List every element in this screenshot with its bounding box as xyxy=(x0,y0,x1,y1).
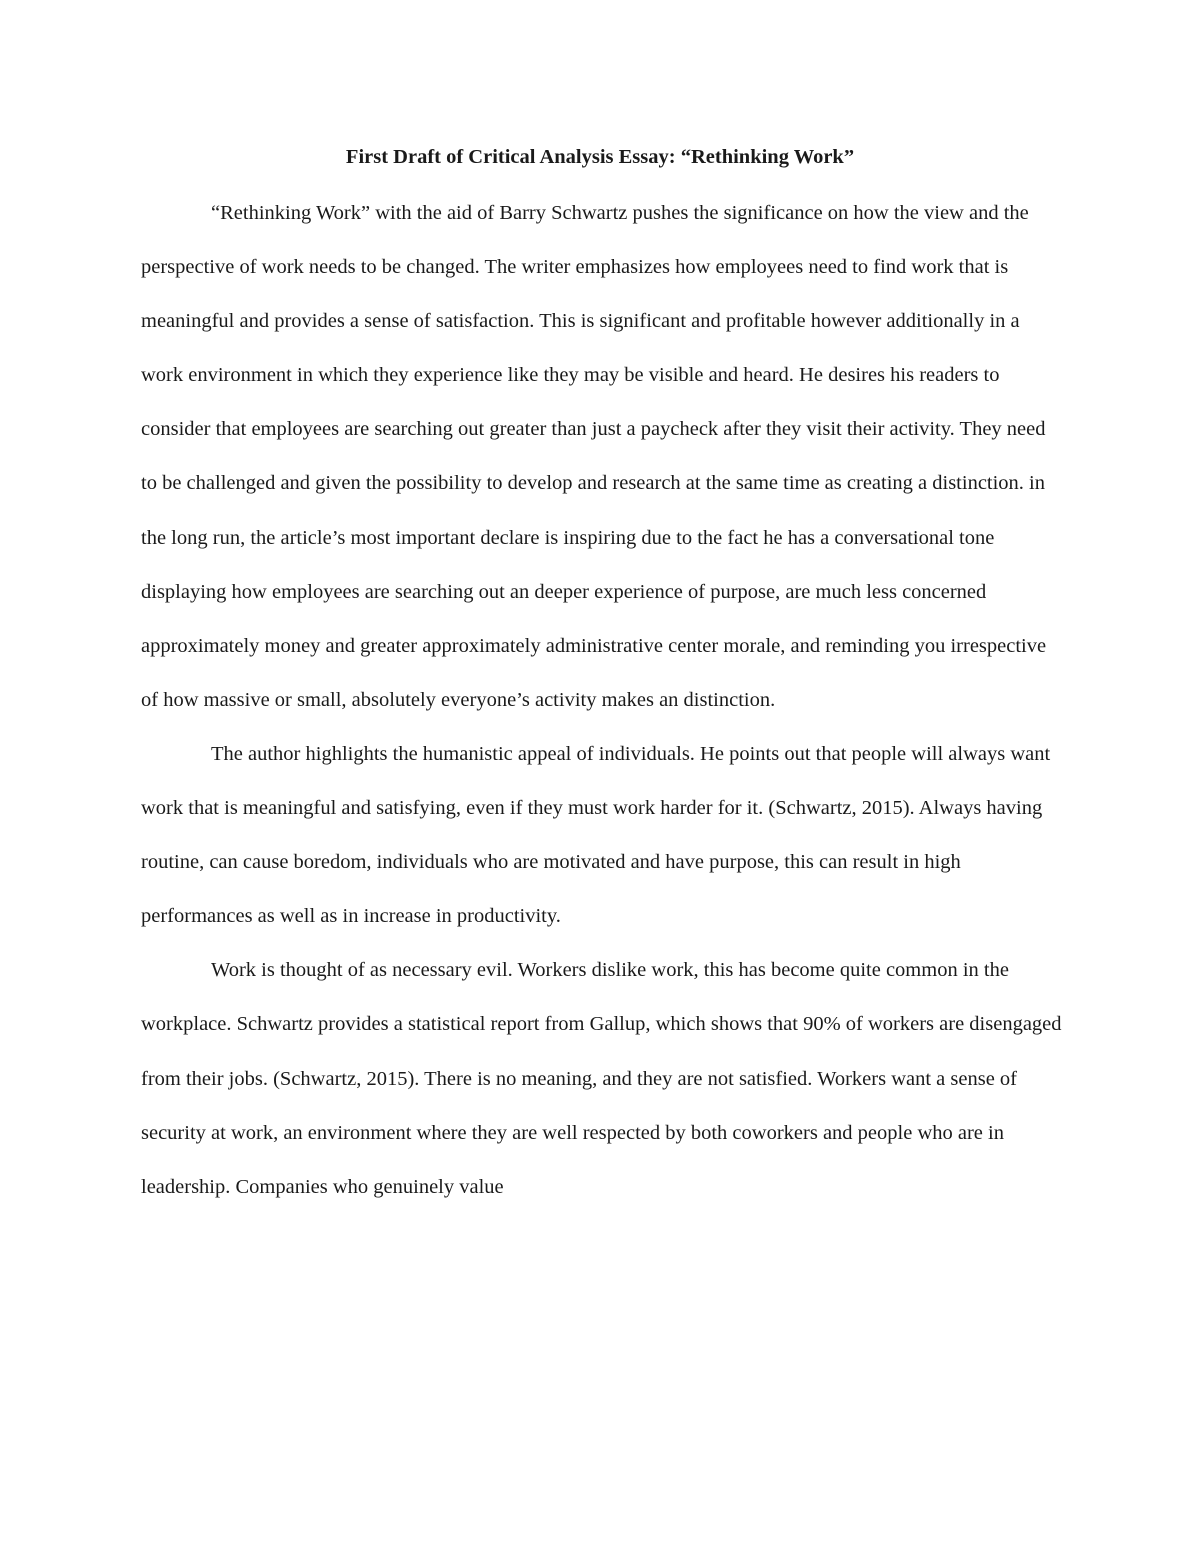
essay-body xyxy=(141,186,1062,1214)
paragraph: The author highlights the humanistic appeal of individuals. He points out that people will always want work that is meaningful and satisfying, even if they must work harder for it. (Schwartz, 2015). Always having routine, can cause boredom, individuals who are motivated and have purpose, this can result in high performances as well as in increase in productivity. xyxy=(141,742,1051,928)
paragraph: Work is thought of as necessary evil. Workers dislike work, this has become quite common in the workplace. Schwartz provides a statistical report from Gallup, which shows that 90% of workers are disengaged from their jobs. (Schwartz, 2015). There is no meaning, and they are not satisfied. Workers want a sense of security at work, an environment where they are well respected by both coworkers and people who are in leadership. Companies who genuinely value xyxy=(141,959,1062,1198)
paragraph: “Rethinking Work” with the aid of Barry Schwartz pushes the significance on how the view and the perspective of work needs to be changed. The writer emphasizes how employees need to find work that is meaningful and provides a sense of satisfaction. This is significant and profitable however additionally in a work environment in which they experience like they may be visible and heard. He desires his readers to consider that employees are searching out greater than just a paycheck after they visit their activity. They need to be challenged and given the possibility to develop and research at the same time as creating a distinction. in the long run, the article’s most important declare is inspiring due to the fact he has a conversational tone displaying how employees are searching out an deeper experience of purpose, are much less concerned approximately money and greater approximately administrative center morale, and reminding you irrespective of how massive or small, absolutely everyone’s activity makes an distinction. xyxy=(141,202,1047,711)
essay-title: First Draft of Critical Analysis Essay: “Rethinking Work” xyxy=(345,146,855,168)
